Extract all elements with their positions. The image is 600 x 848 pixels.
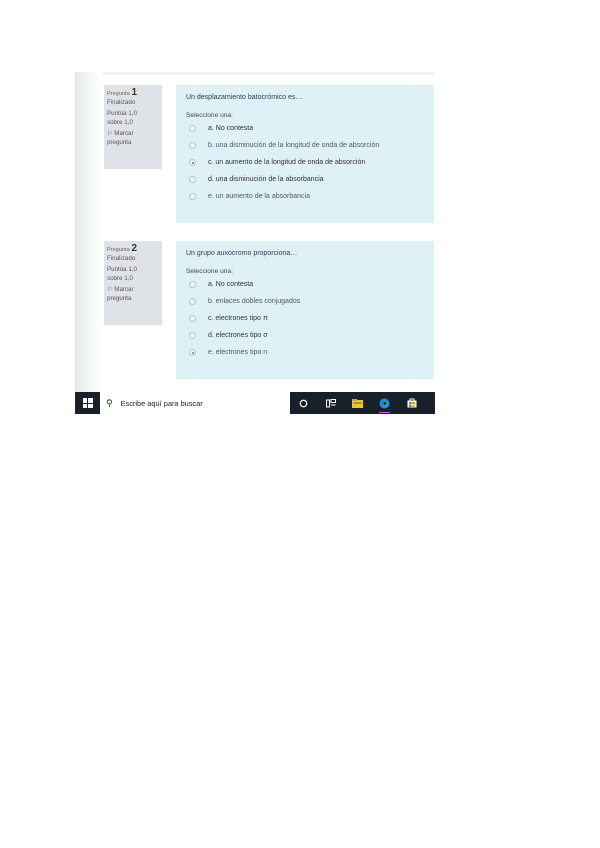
flag-label-2: pregunta: [107, 138, 132, 146]
answer-option[interactable]: [186, 137, 424, 154]
flag-question-link[interactable]: [107, 130, 162, 139]
question-box-2: [176, 241, 434, 379]
flag-label: Marcar: [114, 286, 134, 293]
question-state: Finalizado: [107, 254, 136, 262]
question-info-2: [104, 241, 162, 325]
radio-button-selected[interactable]: [189, 159, 196, 166]
file-explorer-icon[interactable]: [344, 392, 371, 414]
task-view-icon[interactable]: [317, 392, 344, 414]
question-number: 1: [131, 87, 137, 98]
answer-option[interactable]: [186, 276, 424, 293]
select-prompt: Seleccione una:: [186, 112, 233, 119]
taskbar: [75, 392, 435, 414]
radio-button[interactable]: [189, 125, 196, 132]
answer-option[interactable]: [186, 120, 424, 137]
option-label: b. una disminución de la longitud de onda de absorción: [208, 142, 380, 149]
radio-button[interactable]: [189, 193, 196, 200]
option-label: c. un aumento de la longitud de onda de absorción: [208, 159, 366, 166]
windows-start-icon[interactable]: [75, 392, 100, 414]
option-label: e. un aumento de la absorbancia: [208, 193, 310, 200]
option-label: e. electrones tipo n: [208, 349, 268, 356]
question-score: Puntúa 1,0: [107, 266, 137, 273]
option-label: a. No contesta: [208, 125, 254, 132]
option-label: d. una disminución de la absorbancia: [208, 176, 324, 183]
question-score: Puntúa 1,0: [107, 110, 137, 117]
question-label: Pregunta: [107, 91, 130, 97]
active-app-indicator: [379, 412, 390, 414]
answer-option[interactable]: [186, 293, 424, 310]
radio-button-selected[interactable]: [189, 349, 196, 356]
search-icon: ⚲: [106, 397, 113, 408]
question-number: 2: [131, 243, 137, 254]
radio-button[interactable]: [189, 281, 196, 288]
answer-option[interactable]: [186, 327, 424, 344]
question-score-max: sobre 1,0: [107, 118, 133, 126]
flag-label: Marcar: [114, 130, 134, 137]
question-text: Un grupo auxocromo proporciona…: [186, 250, 298, 257]
store-icon[interactable]: [398, 392, 425, 414]
question-label: Pregunta: [107, 247, 130, 253]
answer-option[interactable]: [186, 344, 424, 361]
radio-button[interactable]: [189, 298, 196, 305]
question-box-1: [176, 85, 434, 223]
select-prompt: Seleccione una:: [186, 268, 233, 275]
question-state: Finalizado: [107, 98, 136, 106]
taskbar-search-box[interactable]: [100, 392, 290, 414]
option-label: c. electrones tipo π: [208, 315, 268, 322]
flag-question-link[interactable]: [107, 286, 162, 295]
question-info-1: [104, 85, 162, 169]
search-placeholder: Escribe aquí para buscar: [120, 398, 203, 408]
question-text: Un desplazamiento batocrómico es…: [186, 94, 303, 101]
edge-icon[interactable]: [371, 392, 398, 414]
option-label: a. No contesta: [208, 281, 254, 288]
answer-option[interactable]: [186, 171, 424, 188]
radio-button[interactable]: [189, 315, 196, 322]
option-label: b. enlaces dobles conjugados: [208, 298, 301, 305]
radio-button[interactable]: [189, 142, 196, 149]
flag-icon: ⚐: [107, 130, 113, 137]
radio-button[interactable]: [189, 176, 196, 183]
cortana-icon[interactable]: [290, 392, 317, 414]
answer-option[interactable]: [186, 154, 424, 171]
radio-button[interactable]: [189, 332, 196, 339]
flag-icon: ⚐: [107, 286, 113, 293]
screenshot-window: [75, 72, 435, 414]
option-label: d. electrones tipo σ: [208, 332, 268, 339]
question-score-max: sobre 1,0: [107, 274, 133, 282]
flag-label-2: pregunta: [107, 294, 132, 302]
top-divider: [103, 72, 435, 75]
answer-option[interactable]: [186, 188, 424, 205]
answer-option[interactable]: [186, 310, 424, 327]
